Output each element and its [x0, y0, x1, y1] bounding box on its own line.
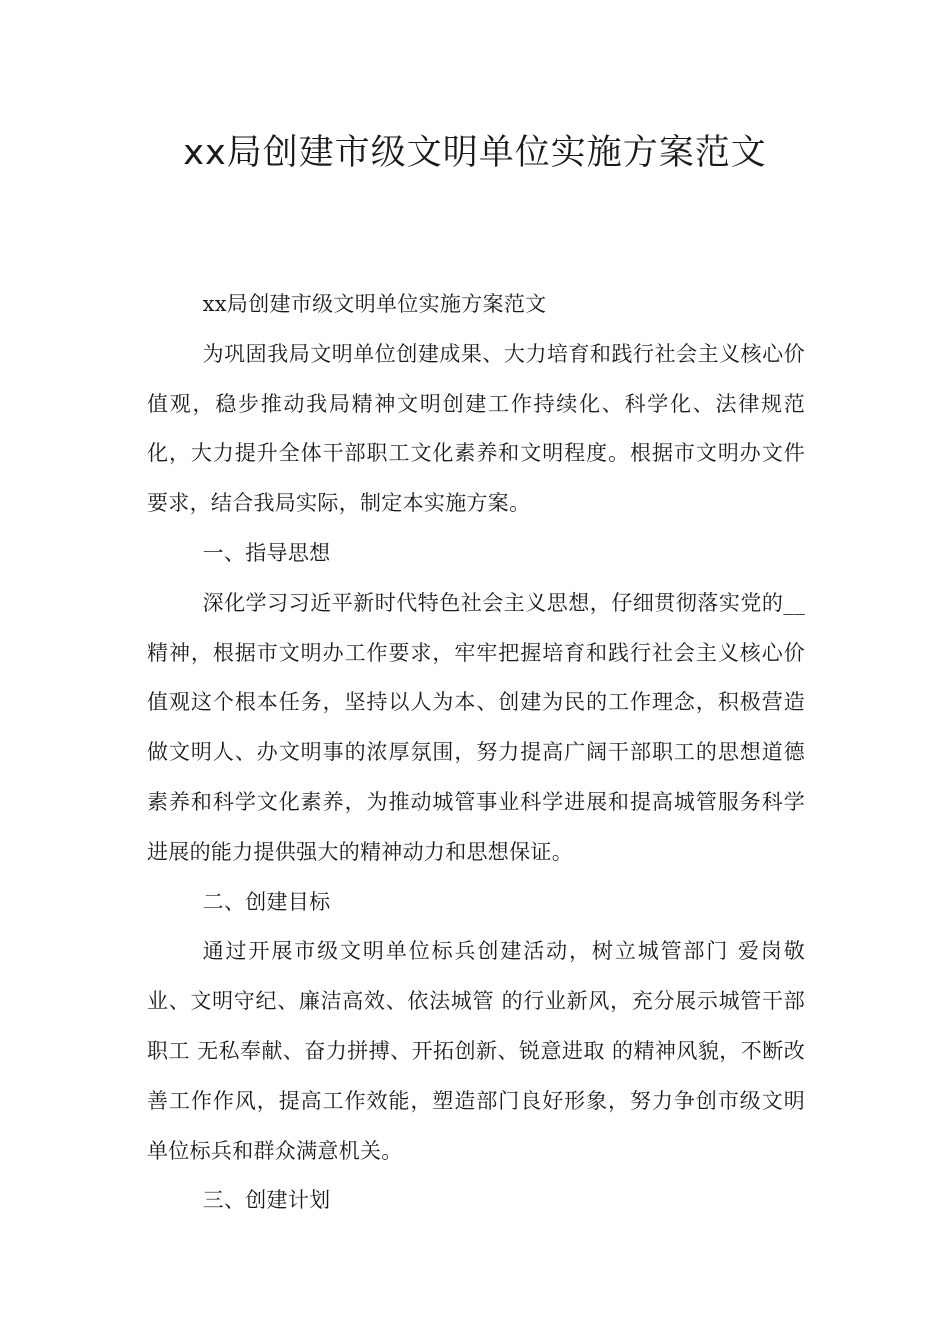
document-title: xx局创建市级文明单位实施方案范文 — [183, 133, 767, 173]
guiding-thought-paragraph: 深化学习习近平新时代特色社会主义思想，仔细贯彻落实党的__精神，根据市文明办工作要求，牢牢把握培育和践行社会主义核心价值观这个根本任务，坚持以人为本、创建为民的工作理念，积极营造做文明人、办文明事的浓厚氛围，努力提高广阔干部职工的思想道德素养和科学文化素养，为推动城管事业科学进展和提高城管服务科学进展的能力提供强大的精神动力和思想保证。 — [147, 590, 805, 864]
section-heading-goals: 二、创建目标 — [202, 889, 331, 914]
goals-paragraph: 通过开展市级文明单位标兵创建活动，树立城管部门 爱岗敬业、文明守纪、廉洁高效、依法城管 的行业新风，充分展示城管干部职工 无私奉献、奋力拼搏、开拓创新、锐意进取 的精神风貌，不断改善工作作风，提高工作效能，塑造部门良好形象，努力争创市级文明单位标兵和群众满意机关。 — [147, 939, 805, 1163]
document-body — [147, 280, 805, 1226]
subtitle-paragraph: xx局创建市级文明单位实施方案范文 — [202, 292, 547, 316]
section-heading-plan: 三、创建计划 — [202, 1188, 331, 1213]
intro-paragraph: 为巩固我局文明单位创建成果、大力培育和践行社会主义核心价值观，稳步推动我局精神文明创建工作持续化、科学化、法律规范化，大力提升全体干部职工文化素养和文明程度。根据市文明办文件要求，结合我局实际，制定本实施方案。 — [147, 341, 805, 516]
section-heading-guiding-thought: 一、指导思想 — [202, 540, 331, 565]
